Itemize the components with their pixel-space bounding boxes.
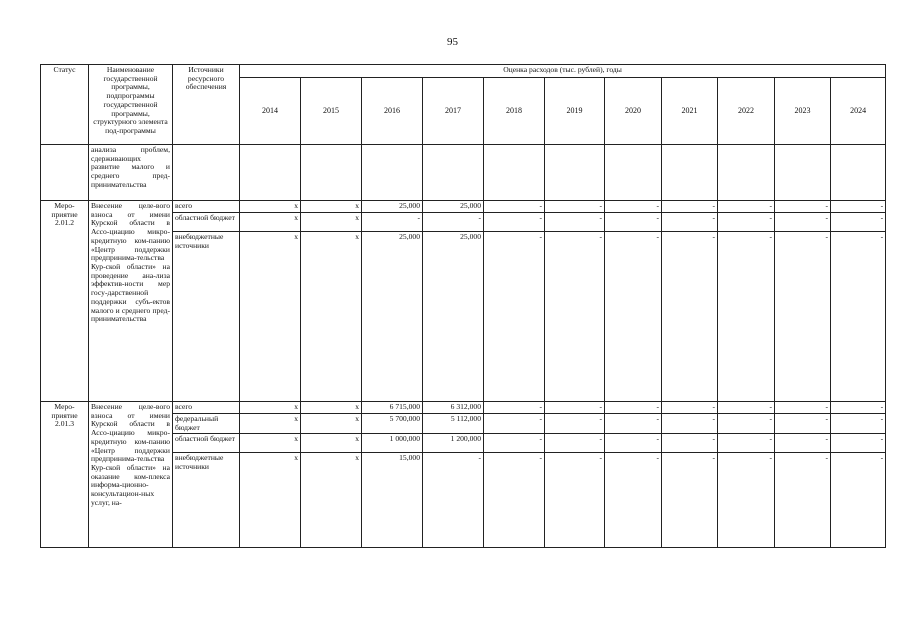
value-cell-2019: - (545, 213, 605, 232)
year-header-2017: 2017 (423, 78, 484, 145)
value-cell-2022: - (718, 201, 775, 213)
value-cell-2024: - (831, 213, 886, 232)
value-cell-2017: 25,000 (423, 232, 484, 402)
table-row (41, 201, 886, 213)
year-header-2020: 2020 (605, 78, 662, 145)
value-cell-2019: - (545, 414, 605, 434)
value-cell-2015: x (301, 434, 362, 453)
funding-source: всего (173, 201, 240, 213)
continuation-status (41, 145, 89, 201)
value-cell-2021: - (662, 232, 718, 402)
value-cell-2019: - (545, 201, 605, 213)
value-cell-2022: - (718, 232, 775, 402)
funding-source: всего (173, 402, 240, 414)
funding-source: внебюджетные источники (173, 453, 240, 548)
measure-status: Меро-приятие 2.01.2 (41, 201, 89, 402)
value-cell-2023: - (775, 414, 831, 434)
measure-name: Внесение целе-вого взноса от имени Курской области в Ассо-циацию микро-кредитную ком-панию «Центр поддержки предпринима-тельства Кур-ской области» на оказание ком-плекса информа-ционно-консультацион-ных услуг, на- (89, 402, 173, 548)
funding-source: федеральный бюджет (173, 414, 240, 434)
value-cell-2016: 15,000 (362, 453, 423, 548)
value-cell-2019: - (545, 453, 605, 548)
budget-table (40, 64, 886, 548)
value-cell-2024: - (831, 434, 886, 453)
value-cell-2015: x (301, 232, 362, 402)
value-cell-2015: x (301, 402, 362, 414)
value-cell-2020: - (605, 201, 662, 213)
funding-source: внебюджетные источники (173, 232, 240, 402)
value-cell-2015: x (301, 201, 362, 213)
value-cell-2014: x (240, 201, 301, 213)
year-header-2015: 2015 (301, 78, 362, 145)
measure-status: Меро-приятие 2.01.3 (41, 402, 89, 548)
value-cell-2018: - (484, 201, 545, 213)
year-header-2018: 2018 (484, 78, 545, 145)
value-cell-2024: - (831, 414, 886, 434)
year-header-2024: 2024 (831, 78, 886, 145)
value-cell-2016: 5 700,000 (362, 414, 423, 434)
value-cell-2018: - (484, 453, 545, 548)
year-header-2021: 2021 (662, 78, 718, 145)
table-body (41, 145, 886, 548)
year-header-2022: 2022 (718, 78, 775, 145)
value-cell-2015: x (301, 414, 362, 434)
header-estimate: Оценка расходов (тыс. рублей), годы (240, 65, 886, 78)
year-header-2016: 2016 (362, 78, 423, 145)
value-cell-2017: 6 312,000 (423, 402, 484, 414)
value-cell-2017: - (423, 453, 484, 548)
year-header-2019: 2019 (545, 78, 605, 145)
value-cell-2017: - (423, 213, 484, 232)
value-cell-2015: x (301, 213, 362, 232)
value-cell-2023: - (775, 402, 831, 414)
value-cell-2016: - (362, 213, 423, 232)
value-cell-2015: x (301, 453, 362, 548)
value-cell-2020: - (605, 414, 662, 434)
value-cell-2021: - (662, 414, 718, 434)
value-cell-2018: - (484, 232, 545, 402)
value-cell-2022: - (718, 453, 775, 548)
value-cell-2022: - (718, 402, 775, 414)
value-cell-2023: - (775, 201, 831, 213)
value-cell-2018: - (484, 414, 545, 434)
header-status: Статус (41, 65, 89, 145)
value-cell-2014: x (240, 453, 301, 548)
header-source: Источники ресурсного обеспечения (173, 65, 240, 145)
value-cell-2016: 25,000 (362, 232, 423, 402)
value-cell-2020: - (605, 434, 662, 453)
value-cell-2016: 1 000,000 (362, 434, 423, 453)
value-cell-2020: - (605, 402, 662, 414)
value-cell-2024: - (831, 453, 886, 548)
value-cell-2022: - (718, 213, 775, 232)
value-cell-2022: - (718, 414, 775, 434)
value-cell-2023: - (775, 213, 831, 232)
value-cell-2018: - (484, 434, 545, 453)
value-cell-2019: - (545, 232, 605, 402)
page-number: 95 (447, 36, 458, 48)
value-cell-2020: - (605, 213, 662, 232)
continuation-row (41, 145, 886, 201)
continuation-source (173, 145, 240, 201)
measure-name: Внесение целе-вого взноса от имени Курской области в Ассо-циацию микро-кредитную ком-панию «Центр поддержки предпринима-тельства Кур-ской области» на проведение ана-лиза эффектив-ности мер госу-дарственной поддержки субъ-ектов малого и среднего пред-принимательства (89, 201, 173, 402)
year-header-2023: 2023 (775, 78, 831, 145)
header-name: Наименование государственной программы, подпрограммы государственной программы, структурного элемента под-программы (89, 65, 173, 145)
value-cell-2024: - (831, 201, 886, 213)
value-cell-2020: - (605, 453, 662, 548)
value-cell-2023: - (775, 434, 831, 453)
value-cell-2021: - (662, 453, 718, 548)
value-cell-2023: - (775, 232, 831, 402)
value-cell-2021: - (662, 201, 718, 213)
value-cell-2021: - (662, 402, 718, 414)
value-cell-2017: 1 200,000 (423, 434, 484, 453)
value-cell-2017: 25,000 (423, 201, 484, 213)
funding-source: областной бюджет (173, 213, 240, 232)
value-cell-2022: - (718, 434, 775, 453)
value-cell-2014: x (240, 232, 301, 402)
value-cell-2024: - (831, 232, 886, 402)
value-cell-2021: - (662, 434, 718, 453)
value-cell-2018: - (484, 213, 545, 232)
value-cell-2014: x (240, 434, 301, 453)
value-cell-2019: - (545, 402, 605, 414)
value-cell-2020: - (605, 232, 662, 402)
value-cell-2018: - (484, 402, 545, 414)
value-cell-2024: - (831, 402, 886, 414)
value-cell-2019: - (545, 434, 605, 453)
continuation-name: анализа проблем, сдерживающих развитие малого и среднего пред-принимательства (89, 145, 173, 201)
value-cell-2023: - (775, 453, 831, 548)
value-cell-2017: 5 112,000 (423, 414, 484, 434)
value-cell-2014: x (240, 402, 301, 414)
value-cell-2016: 25,000 (362, 201, 423, 213)
table-row (41, 402, 886, 414)
funding-source: областной бюджет (173, 434, 240, 453)
value-cell-2014: x (240, 414, 301, 434)
value-cell-2016: 6 715,000 (362, 402, 423, 414)
value-cell-2014: x (240, 213, 301, 232)
value-cell-2021: - (662, 213, 718, 232)
year-header-2014: 2014 (240, 78, 301, 145)
